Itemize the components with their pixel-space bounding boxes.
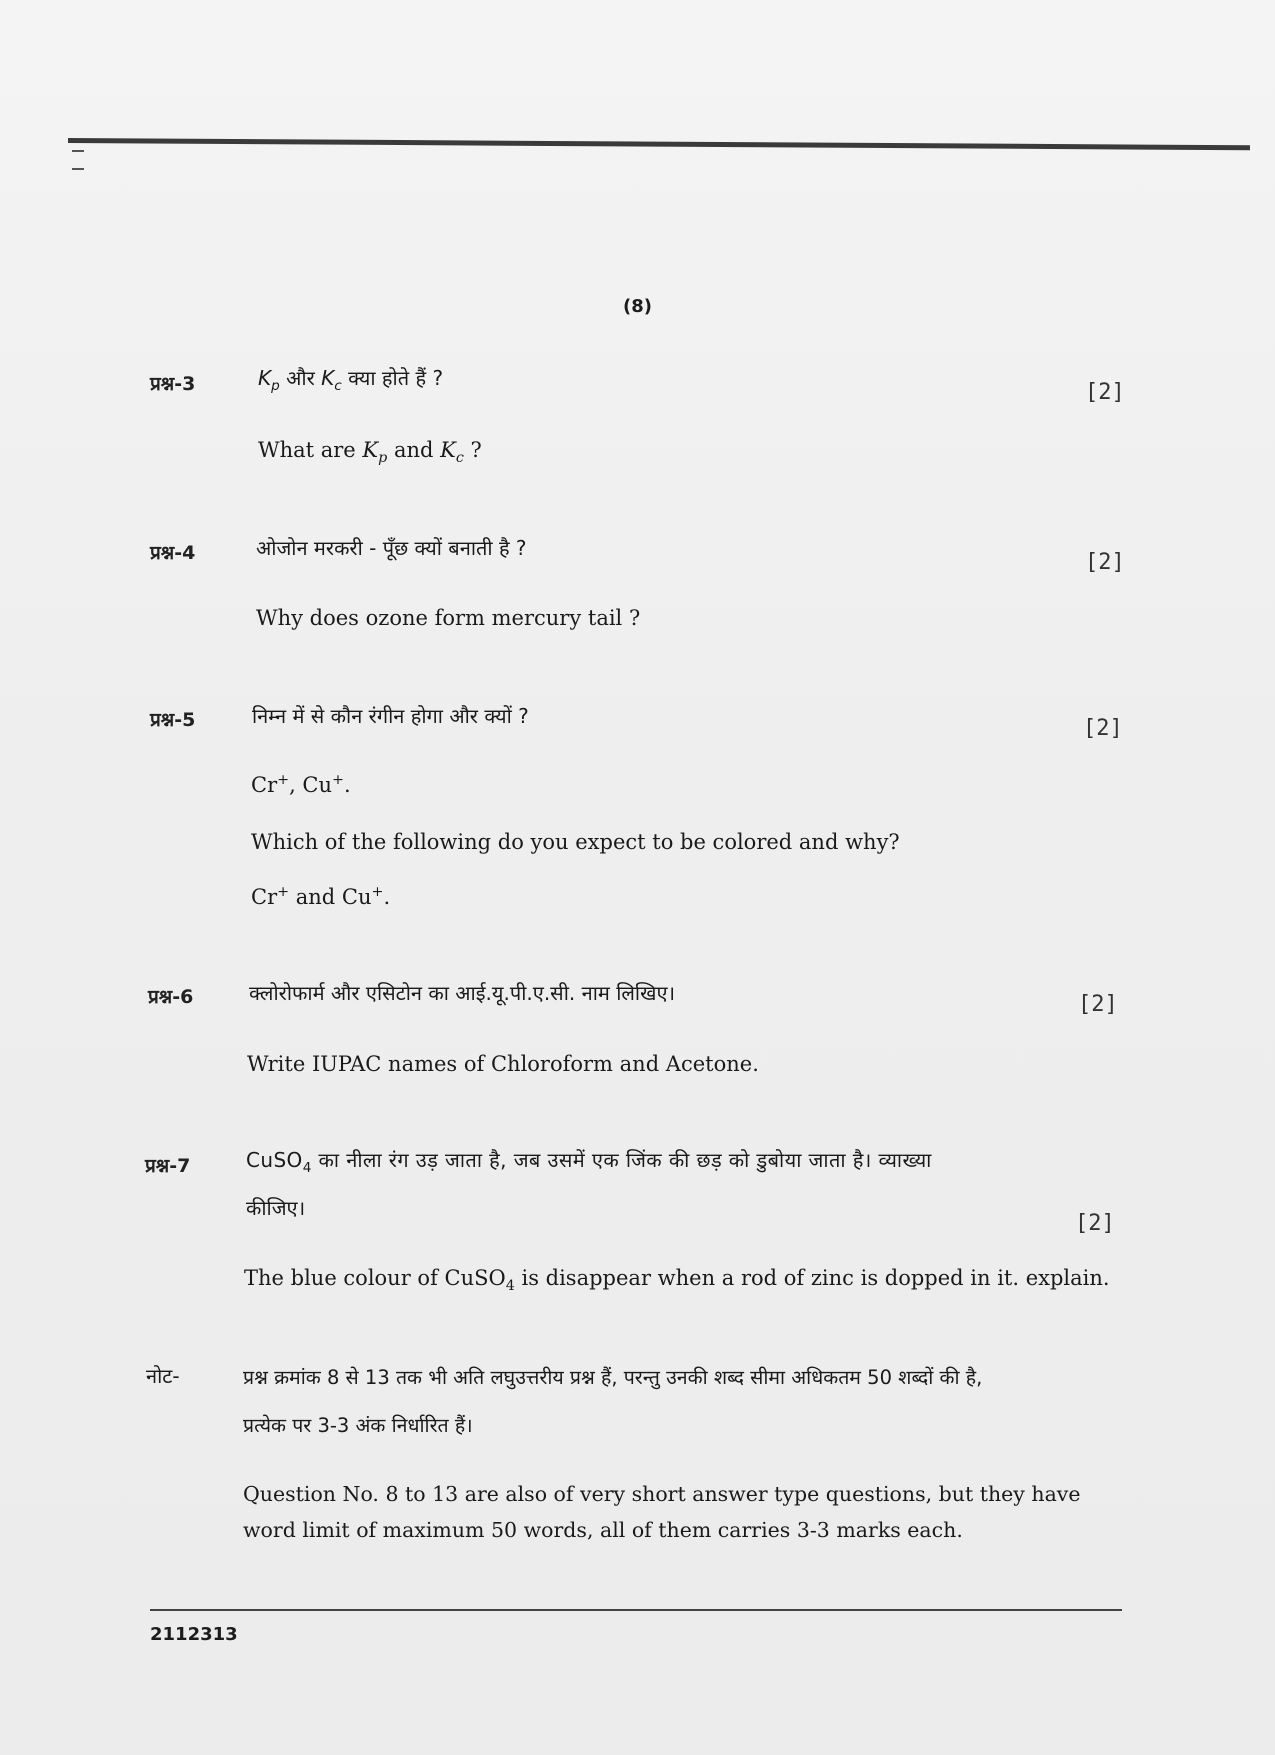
question-3-marks: [2] xyxy=(1085,380,1125,405)
question-5-ions-hindi: Cr+, Cu+. xyxy=(251,772,351,797)
question-4-marks: [2] xyxy=(1085,550,1125,575)
question-5-english: Which of the following do you expect to be colored and why? xyxy=(251,830,900,854)
q7-hindi-text: का नीला रंग उड़ जाता है, जब उसमें एक जिंक की छड़ को डुबोया जाता है। व्याख्या xyxy=(318,1148,932,1172)
question-3-english xyxy=(258,438,482,467)
q3-english-and: and xyxy=(393,438,434,462)
question-5-ions-english: Cr+ and Cu+. xyxy=(251,884,391,909)
paper-code: 2112313 xyxy=(150,1624,238,1645)
q3-hindi-and: और xyxy=(286,366,315,390)
q3-hindi-rest: क्या होते हैं ? xyxy=(348,366,444,390)
question-6-hindi: क्लोरोफार्म और एसिटोन का आई.यू.पी.ए.सी. नाम लिखिए। xyxy=(249,981,676,1005)
q3-english-what: What are xyxy=(258,438,356,462)
question-7-hindi-line1: CuSO$_4$ का नीला रंग उड़ जाता है, जब उसमें एक जिंक की छड़ को डुबोया जाता है। व्याख्या xyxy=(246,1148,932,1176)
and-word: and xyxy=(295,885,336,909)
question-6-label: प्रश्न-6 xyxy=(148,986,194,1008)
note-english-line2: word limit of maximum 50 words, all of them carries 3-3 marks each. xyxy=(243,1518,963,1542)
question-7-english: The blue colour of CuSO$_4$ is disappear when a rod of zinc is dopped in it. explain. xyxy=(244,1266,1110,1295)
kc-symbol: $K_c$ xyxy=(321,366,342,394)
kp-symbol: $K_p$ xyxy=(258,366,280,394)
note-hindi-line2: प्रत्येक पर 3-3 अंक निर्धारित हैं। xyxy=(243,1414,473,1437)
question-7-label: प्रश्न-7 xyxy=(145,1155,191,1177)
top-rule xyxy=(68,138,1250,150)
edge-mark xyxy=(72,168,84,170)
question-3-label: प्रश्न-3 xyxy=(150,373,196,395)
question-3-hindi xyxy=(258,366,443,394)
question-5-marks: [2] xyxy=(1083,716,1123,741)
note-hindi-line1: प्रश्न क्रमांक 8 से 13 तक भी अति लघुउत्तरीय प्रश्न हैं, परन्तु उनकी शब्द सीमा अधिकतम 50 शब्दों की है, xyxy=(243,1366,983,1389)
bottom-rule xyxy=(150,1609,1122,1611)
question-5-hindi: निम्न में से कौन रंगीन होगा और क्यों ? xyxy=(252,704,529,728)
q3-english-q: ? xyxy=(470,438,482,462)
question-4-label: प्रश्न-4 xyxy=(150,542,196,564)
question-4-hindi: ओजोन मरकरी - पूँछ क्यों बनाती है ? xyxy=(256,536,527,560)
question-7-marks: [2] xyxy=(1075,1211,1115,1236)
question-6-marks: [2] xyxy=(1078,992,1118,1017)
question-6-english: Write IUPAC names of Chloroform and Acetone. xyxy=(247,1052,759,1076)
question-5-label: प्रश्न-5 xyxy=(150,709,196,731)
note-label: नोट- xyxy=(146,1364,180,1388)
question-7-hindi-line2: कीजिए। xyxy=(246,1196,306,1220)
edge-mark xyxy=(72,150,84,152)
note-english-line1: Question No. 8 to 13 are also of very short answer type questions, but they have xyxy=(243,1482,1081,1506)
question-4-english: Why does ozone form mercury tail ? xyxy=(256,606,641,630)
kc-symbol: $K_c$ xyxy=(440,438,464,467)
kp-symbol: $K_p$ xyxy=(362,438,388,467)
page-number: (8) xyxy=(623,296,652,317)
q7-english-after: is disappear when a rod of zinc is dopped in it. explain. xyxy=(521,1266,1110,1290)
q7-english-before: The blue colour of xyxy=(244,1266,438,1290)
